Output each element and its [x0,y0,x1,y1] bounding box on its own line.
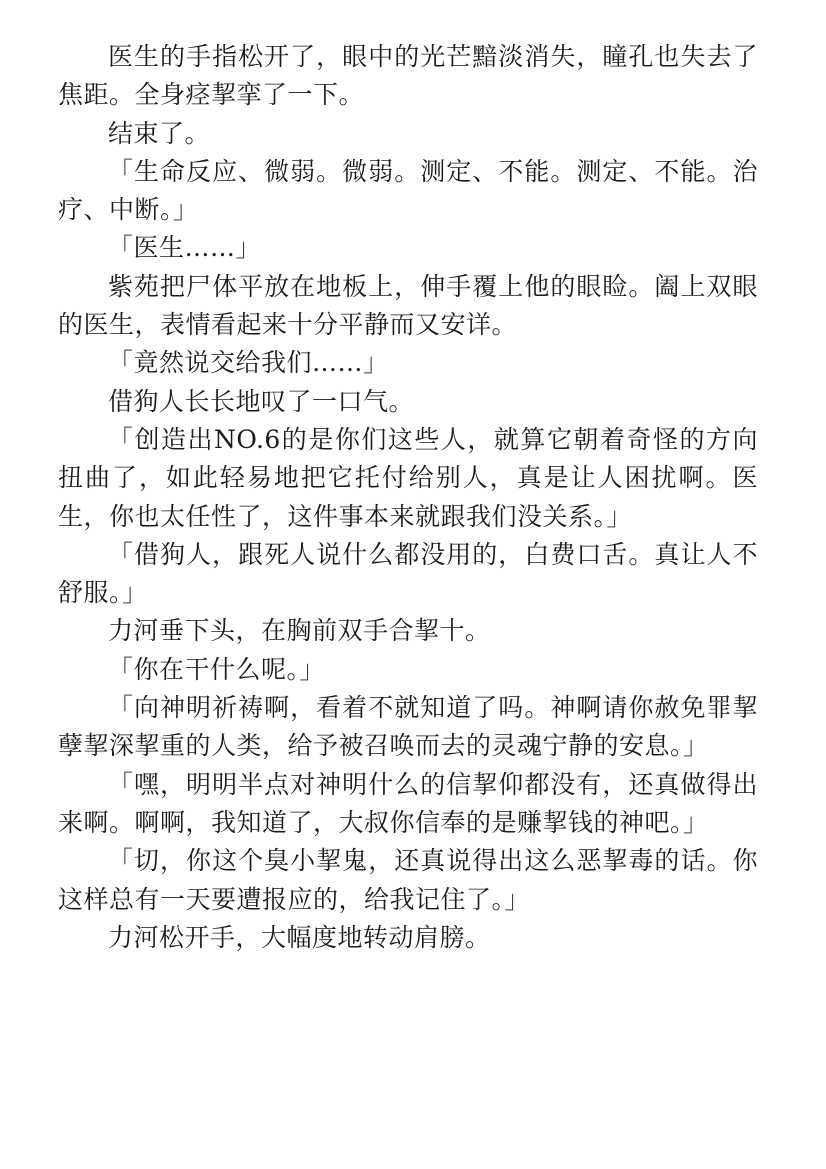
paragraph: 「生命反应、微弱。微弱。测定、不能。测定、不能。治疗、中断。」 [58,156,758,225]
paragraph: 力河垂下头，在胸前双手合挈十。 [108,616,491,646]
paragraph: 「切，你这个臭小挈鬼，还真说得出这么恶挈毒的话。你这样总有一天要遭报应的，给我记住了。」 [58,846,758,914]
paragraph: 紫苑把尸体平放在地板上，伸手覆上他的眼睑。阖上双眼的医生，表情看起来十分平静而又安详。 [58,271,758,340]
paragraph: 「嘿，明明半点对神明什么的信挈仰都没有，还真做得出来啊。啊啊，我知道了，大叔你信奉的是赚挈钱的神吧。」 [58,769,758,837]
document-page [58,38,758,957]
paragraph: 「你在干什么呢。」 [108,654,326,684]
paragraph: 「竟然说交给我们……」 [108,348,389,378]
paragraph: 「创造出NO.6的是你们这些人，就算它朝着奇怪的方向扭曲了，如此轻易地把它托付给别人，真是让人困扰啊。医生，你也太任性了，这件事本来就跟我们没关系。」 [58,424,758,531]
paragraph: 「借狗人，跟死人说什么都没用的，白费口舌。真让人不舒服。」 [58,539,758,608]
paragraph: 借狗人长长地叹了一口气。 [108,386,415,416]
paragraph: 力河松开手，大幅度地转动肩膀。 [108,922,491,952]
paragraph: 「医生……」 [108,233,262,263]
paragraph: 结束了。 [108,118,211,148]
paragraph: 「向神明祈祷啊，看着不就知道了吗。神啊请你赦免罪挈孽挈深挈重的人类，给予被召唤而去的灵魂宁静的安息。」 [58,693,758,761]
paragraph: 医生的手指松开了，眼中的光芒黯淡消失，瞳孔也失去了焦距。全身痉挈挛了一下。 [58,42,758,110]
